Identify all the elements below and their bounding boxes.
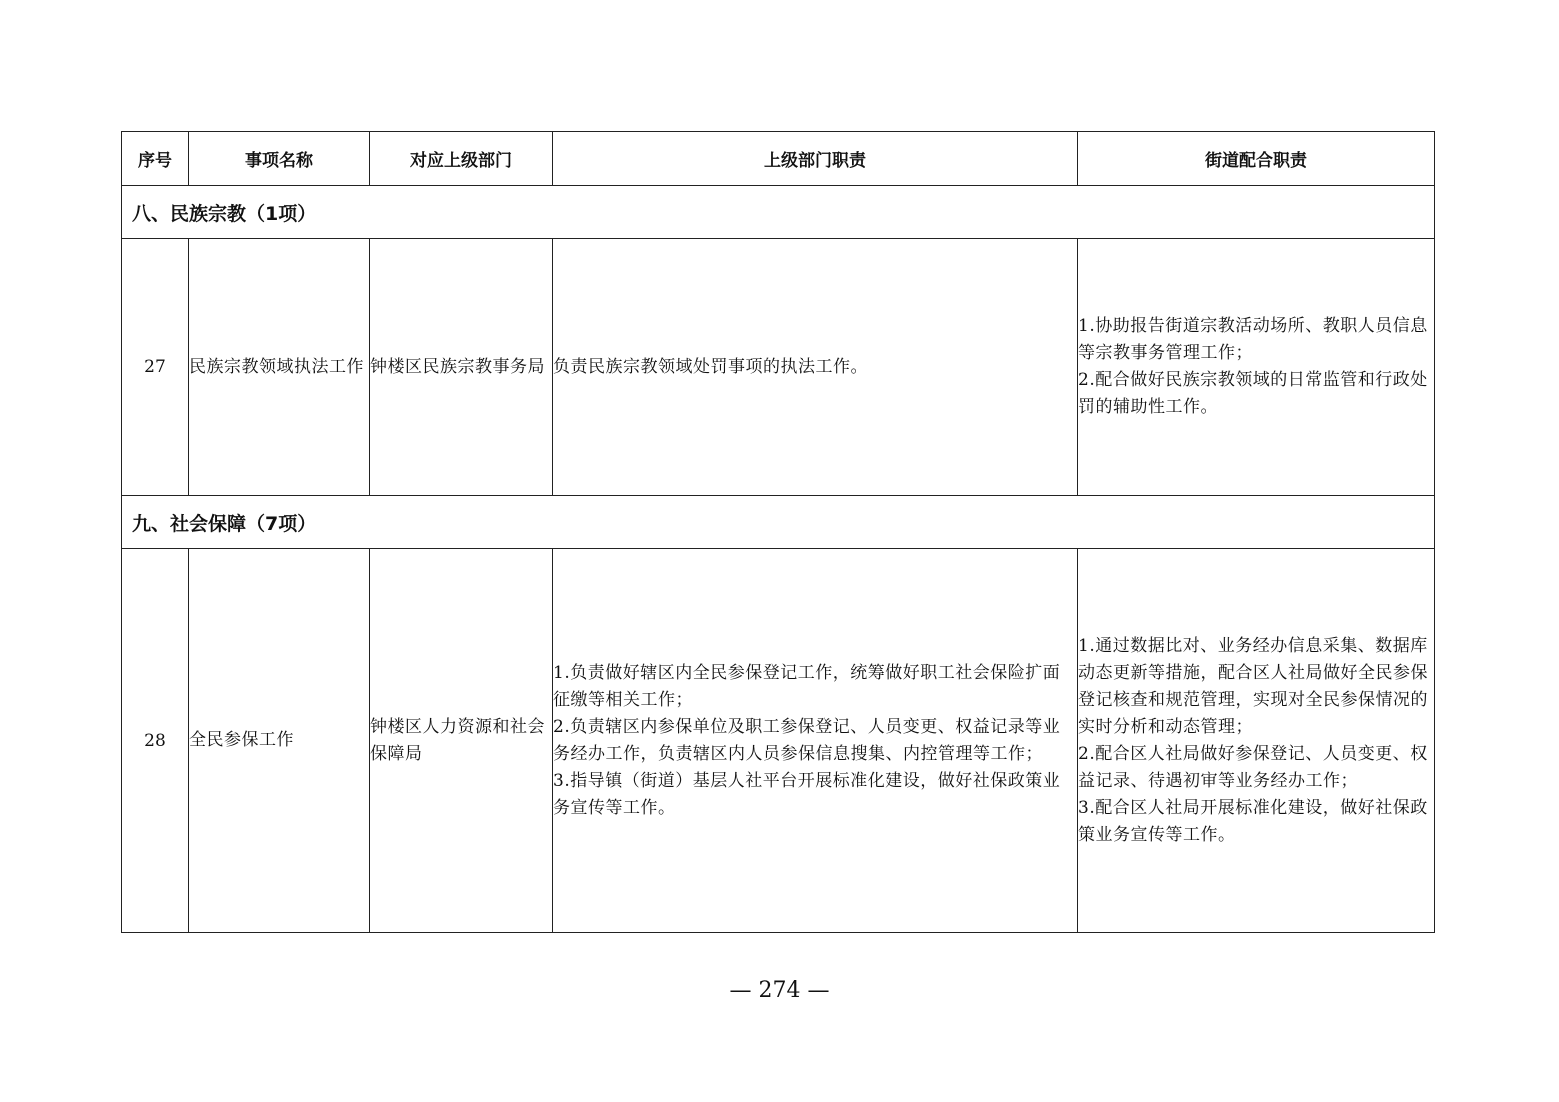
street-duty-line: 3.配合区人社局开展标准化建设，做好社保政策业务宣传等工作。: [1078, 797, 1428, 845]
dept-duty: [553, 549, 1078, 933]
header-no: 序号: [122, 132, 189, 186]
item-name: 民族宗教领域执法工作: [189, 239, 370, 496]
page-number: — 274 —: [729, 978, 830, 1003]
street-duty: [1078, 549, 1435, 933]
section-title: 八、民族宗教（1项）: [122, 186, 1435, 239]
header-item-name: 事项名称: [189, 132, 370, 186]
dept-duty-line: 1.负责做好辖区内全民参保登记工作，统筹做好职工社会保险扩面征缴等相关工作；: [553, 662, 1061, 710]
section-title: 九、社会保障（7项）: [122, 496, 1435, 549]
table-header-row: [122, 132, 1435, 186]
street-duty-line: 1.协助报告街道宗教活动场所、教职人员信息等宗教事务管理工作；: [1078, 316, 1428, 363]
dept-duty-line: 3.指导镇（街道）基层人社平台开展标准化建设，做好社保政策业务宣传等工作。: [553, 770, 1061, 818]
header-dept-duty: 上级部门职责: [553, 132, 1078, 186]
item-name: 全民参保工作: [189, 549, 370, 933]
dept-duty: [553, 239, 1078, 496]
dept-name: 钟楼区人力资源和社会保障局: [370, 549, 553, 933]
street-duty-line: 2.配合做好民族宗教领域的日常监管和行政处罚的辅助性工作。: [1078, 370, 1428, 417]
header-street-duty: 街道配合职责: [1078, 132, 1435, 186]
row-number: 27: [122, 239, 189, 496]
dept-name: 钟楼区民族宗教事务局: [370, 239, 553, 496]
dept-duty-line: 负责民族宗教领域处罚事项的执法工作。: [553, 356, 868, 377]
dept-duty-line: 2.负责辖区内参保单位及职工参保登记、人员变更、权益记录等业务经办工作，负责辖区内人员参保信息搜集、内控管理等工作；: [553, 716, 1061, 764]
street-duty-line: 1.通过数据比对、业务经办信息采集、数据库动态更新等措施，配合区人社局做好全民参保登记核查和规范管理，实现对全民参保情况的实时分析和动态管理；: [1078, 635, 1428, 737]
section-row-social-security: [122, 496, 1435, 549]
duty-table: [121, 131, 1435, 933]
row-number: 28: [122, 549, 189, 933]
table-row: [122, 239, 1435, 496]
street-duty-line: 2.配合区人社局做好参保登记、人员变更、权益记录、待遇初审等业务经办工作；: [1078, 743, 1428, 791]
street-duty: [1078, 239, 1435, 496]
section-row-ethnic-religion: [122, 186, 1435, 239]
table-row: [122, 549, 1435, 933]
header-dept: 对应上级部门: [370, 132, 553, 186]
